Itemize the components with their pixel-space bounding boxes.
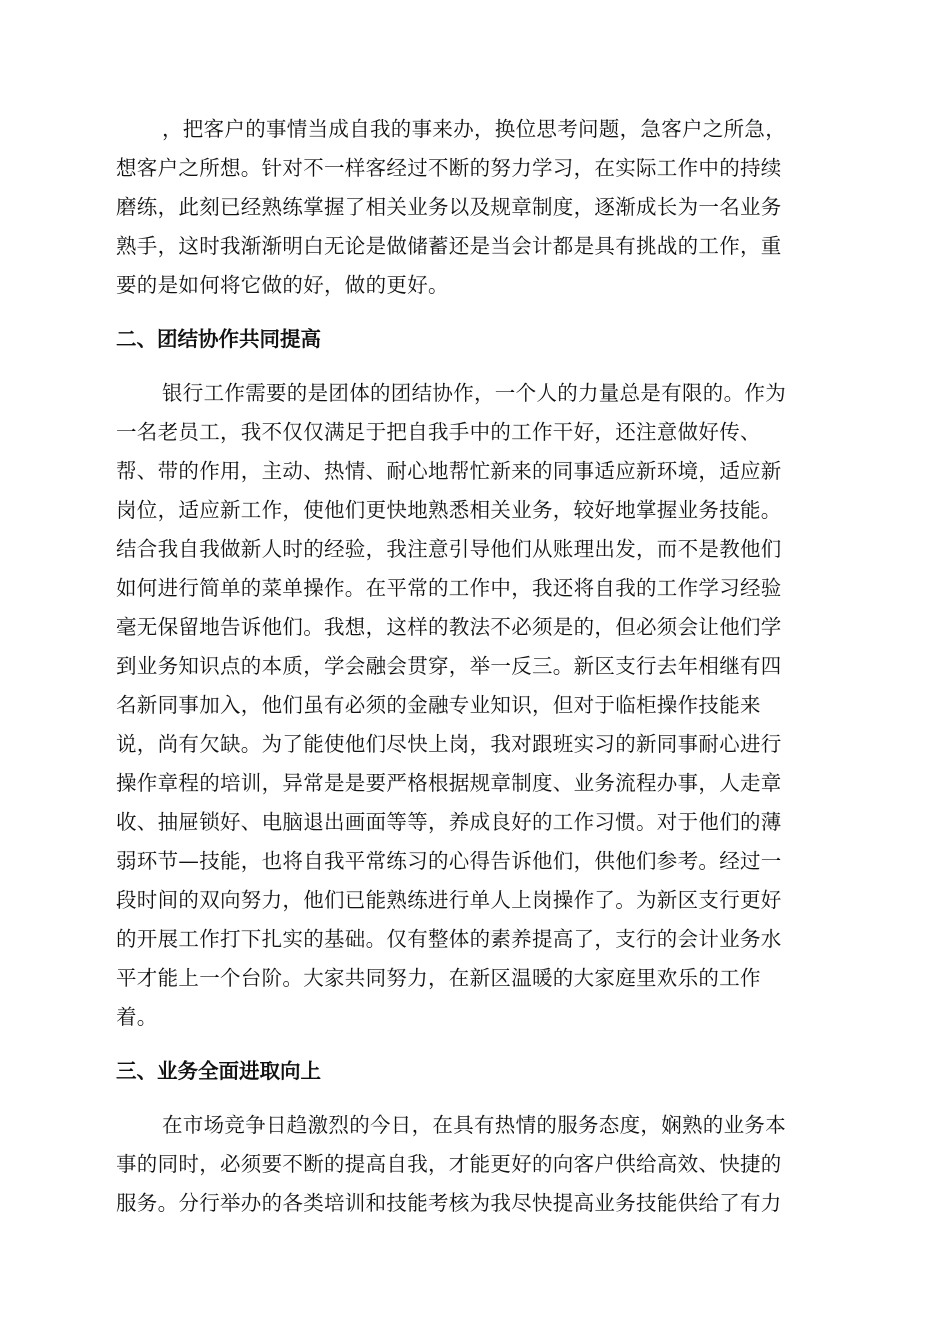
text-line: 事的同时，必须要不断的提高自我，才能更好的向客户供给高效、快捷的 — [116, 1152, 782, 1176]
text-line: 到业务知识点的本质，学会融会贯穿，举一反三。新区支行去年相继有四 — [116, 654, 782, 678]
paragraph-business — [116, 1106, 836, 1223]
text-line: 熟手，这时我渐渐明白无论是做储蓄还是当会计都是具有挑战的工作，重 — [116, 234, 782, 258]
text-line: 着。 — [116, 1005, 158, 1029]
text-line: 在市场竞争日趋激烈的今日，在具有热情的服务态度，娴熟的业务本 — [162, 1113, 786, 1137]
paragraph-teamwork — [116, 374, 836, 1037]
text-line: 结合我自我做新人时的经验，我注意引导他们从账理出发，而不是教他们 — [116, 537, 782, 561]
text-line: 磨练，此刻已经熟练掌握了相关业务以及规章制度，逐渐成长为一名业务 — [116, 195, 782, 219]
text-line: 名新同事加入，他们虽有必须的金融专业知识，但对于临柜操作技能来 — [116, 693, 761, 717]
section-heading-teamwork: 二、团结协作共同提高 — [116, 327, 321, 351]
document-body — [116, 110, 836, 1223]
text-line: 想客户之所想。针对不一样客经过不断的努力学习，在实际工作中的持续 — [116, 156, 782, 180]
section-heading-business: 三、业务全面进取向上 — [116, 1059, 321, 1083]
text-line: 银行工作需要的是团体的团结协作，一个人的力量总是有限的。作为 — [162, 381, 786, 405]
text-line: 一名老员工，我不仅仅满足于把自我手中的工作干好，还注意做好传、 — [116, 420, 761, 444]
text-line: 段时间的双向努力，他们已能熟练进行单人上岗操作了。为新区支行更好 — [116, 888, 782, 912]
text-line: 的开展工作打下扎实的基础。仅有整体的素养提高了，支行的会计业务水 — [116, 927, 782, 951]
text-line: 岗位，适应新工作，使他们更快地熟悉相关业务，较好地掌握业务技能。 — [116, 498, 782, 522]
text-line: 如何进行简单的菜单操作。在平常的工作中，我还将自我的工作学习经验 — [116, 576, 782, 600]
text-line: 弱环节—技能，也将自我平常练习的心得告诉他们，供他们参考。经过一 — [116, 849, 782, 873]
text-line: 操作章程的培训，异常是是要严格根据规章制度、业务流程办事，人走章 — [116, 771, 782, 795]
text-line: 服务。分行举办的各类培训和技能考核为我尽快提高业务技能供给了有力 — [116, 1191, 782, 1215]
text-line: 说，尚有欠缺。为了能使他们尽快上岗，我对跟班实习的新同事耐心进行 — [116, 732, 782, 756]
text-line: 帮、带的作用，主动、热情、耐心地帮忙新来的同事适应新环境，适应新 — [116, 459, 782, 483]
text-line: 收、抽屉锁好、电脑退出画面等等，养成良好的工作习惯。对于他们的薄 — [116, 810, 782, 834]
text-line: 平才能上一个台阶。大家共同努力，在新区温暖的大家庭里欢乐的工作 — [116, 966, 761, 990]
text-line: 毫无保留地告诉他们。我想，这样的教法不必须是的，但必须会让他们学 — [116, 615, 782, 639]
text-line: 要的是如何将它做的好，做的更好。 — [116, 273, 449, 297]
text-line: ，把客户的事情当成自我的事来办，换位思考问题，急客户之所急， — [162, 117, 786, 141]
paragraph-customer-service — [116, 110, 836, 305]
